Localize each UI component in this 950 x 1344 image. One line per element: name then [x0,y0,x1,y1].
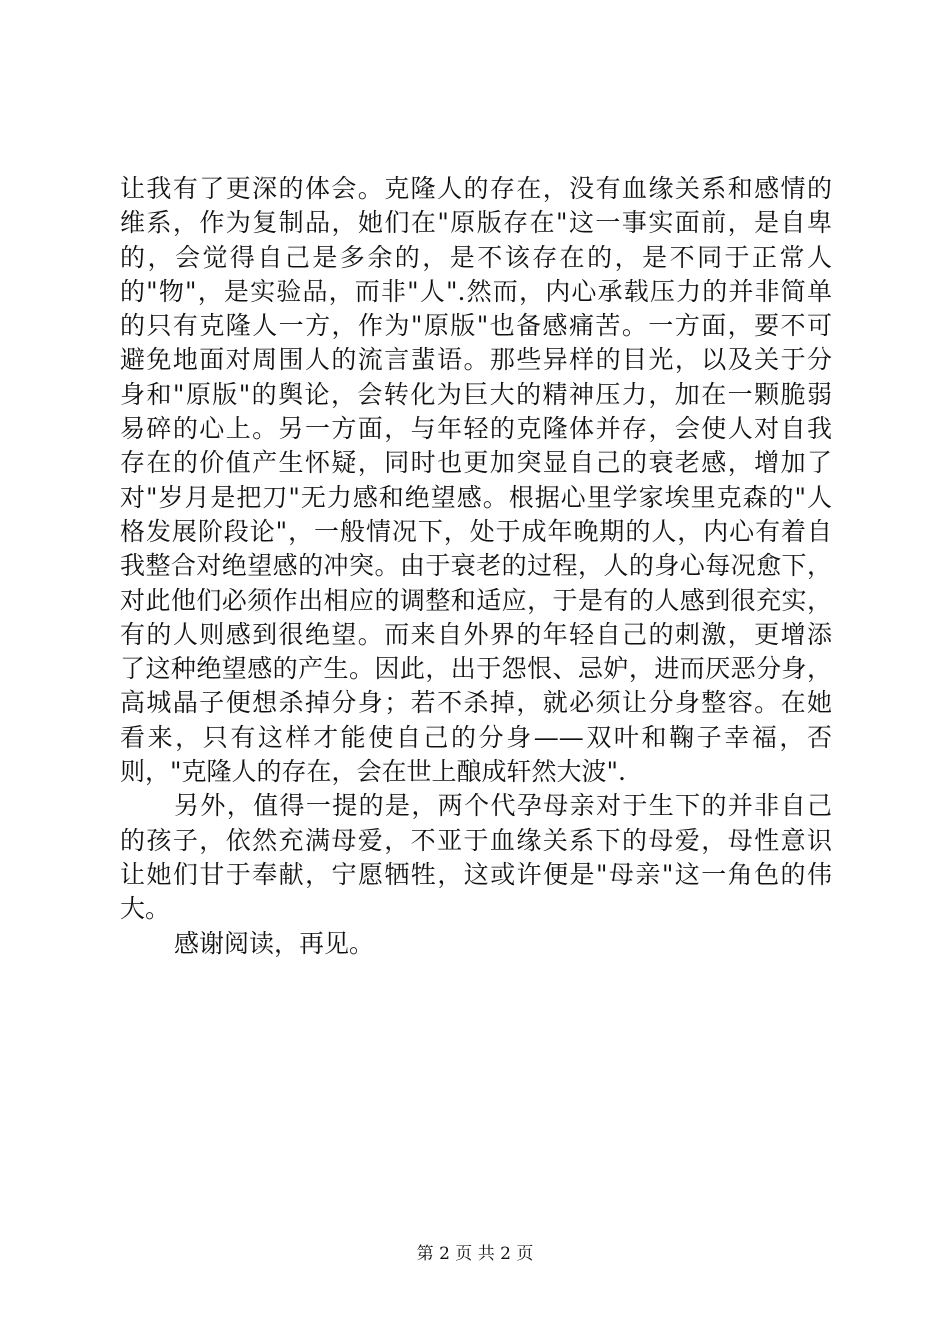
document-body [120,172,832,961]
text-line: 易碎的心上。另一方面，与年轻的克隆体并存，会使人对自我 [120,414,832,444]
text-line: 感谢阅读，再见。 [174,928,375,958]
text-line: 大。 [120,894,171,924]
paragraph-1 [120,172,832,789]
paragraph-3 [120,927,832,961]
text-line: 对此他们必须作出相应的调整和适应，于是有的人感到很充实， [120,585,832,615]
text-line: 我整合对绝望感的冲突。由于衰老的过程，人的身心每况愈下， [120,551,832,581]
text-line: 的只有克隆人一方，作为"原版"也备感痛苦。一方面，要不可 [120,311,832,341]
page-number-label: 第 2 页 共 2 页 [416,1244,534,1264]
page-number-footer [0,1243,950,1265]
text-line: 高城晶子便想杀掉分身；若不杀掉，就必须让分身整容。在她 [120,688,832,718]
paragraph-2 [120,789,832,926]
text-line: 另外，值得一提的是，两个代孕母亲对于生下的并非自己 [174,791,832,821]
text-line: 对"岁月是把刀"无力感和绝望感。根据心里学家埃里克森的"人 [120,482,832,512]
text-line: 身和"原版"的舆论，会转化为巨大的精神压力，加在一颗脆弱 [120,379,832,409]
text-line: 的，会觉得自己是多余的，是不该存在的，是不同于正常人 [120,242,832,272]
text-line: 格发展阶段论"，一般情况下，处于成年晚期的人，内心有着自 [120,516,832,546]
text-line: 有的人则感到很绝望。而来自外界的年轻自己的刺激，更增添 [120,619,832,649]
text-line: 的孩子，依然充满母爱，不亚于血缘关系下的母爱，母性意识 [120,825,832,855]
text-line: 的"物"，是实验品，而非"人".然而，内心承载压力的并非简单 [120,276,832,306]
text-line: 看来，只有这样才能使自己的分身——双叶和鞠子幸福，否 [120,722,832,752]
text-line: 则，"克隆人的存在，会在世上酿成轩然大波". [120,757,626,787]
text-line: 让我有了更深的体会。克隆人的存在，没有血缘关系和感情的 [120,174,832,203]
text-line: 存在的价值产生怀疑，同时也更加突显自己的衰老感，增加了 [120,448,832,478]
text-line: 维系，作为复制品，她们在"原版存在"这一事实面前，是自卑 [120,208,832,238]
text-line: 了这种绝望感的产生。因此，出于怨恨、忌妒，进而厌恶分身， [120,654,832,684]
text-line: 避免地面对周围人的流言蜚语。那些异样的目光，以及关于分 [120,345,832,375]
text-line: 让她们甘于奉献，宁愿牺牲，这或许便是"母亲"这一角色的伟 [120,859,832,889]
